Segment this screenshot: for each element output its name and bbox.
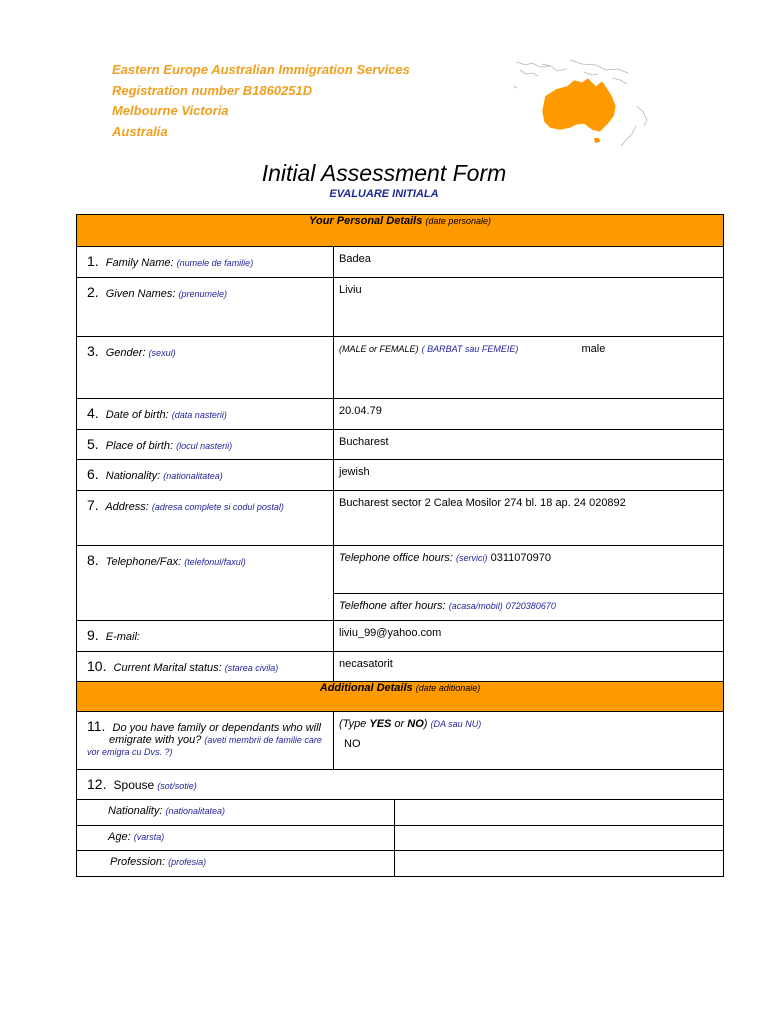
field-number: 11.	[87, 718, 106, 734]
row-family-dependants	[77, 712, 724, 770]
row-marital-status	[77, 652, 724, 682]
telephone-after-label-ro: (acasa/mobil)	[448, 601, 503, 611]
field-label-ro: (adresa complete si codul postal)	[151, 502, 284, 512]
section-subtitle: (date aditionale)	[415, 683, 481, 693]
marital-status-field[interactable]: necasatorit	[334, 652, 724, 682]
field-label: Given Names:	[105, 288, 176, 300]
org-city: Melbourne Victoria	[112, 103, 229, 118]
given-names-field[interactable]: Liviu	[334, 278, 724, 337]
row-place-of-birth	[77, 430, 724, 460]
telephone-office-value: 0311070970	[490, 552, 551, 564]
family-dependants-field[interactable]	[334, 712, 724, 770]
gender-hint-ro: ( BARBAT sau FEMEIE)	[421, 344, 519, 354]
field-number: 1.	[87, 253, 99, 269]
yes-no-hint-ro: (DA sau NU)	[430, 719, 482, 729]
hint-text: or	[391, 718, 408, 730]
field-number: 10.	[87, 658, 107, 674]
family-name-field[interactable]: Badea	[334, 247, 724, 278]
gender-value: male	[581, 343, 606, 355]
date-of-birth-field[interactable]: 20.04.79	[334, 399, 724, 430]
row-telephone-office	[77, 546, 724, 594]
field-label: Address:	[105, 501, 149, 513]
row-date-of-birth	[77, 399, 724, 430]
telephone-after-field[interactable]	[334, 594, 724, 621]
section-header-personal	[77, 215, 724, 247]
field-number: 2.	[87, 284, 99, 300]
field-label: Date of birth:	[105, 409, 169, 421]
yes-no-hint	[339, 718, 717, 730]
section-title: Additional Details	[319, 682, 413, 694]
spouse-nationality-field[interactable]	[395, 800, 724, 826]
field-label-ro: (nationalitatea)	[165, 806, 226, 816]
field-label-ro: (telefonul/faxul)	[184, 557, 246, 567]
field-label-cont: emigrate with you?	[109, 734, 202, 746]
field-label-ro: (prenumele)	[178, 289, 228, 299]
gender-hint: (MALE or FEMALE)	[339, 344, 419, 354]
field-label: E-mail:	[105, 631, 140, 643]
telephone-office-label-ro: (servici)	[456, 553, 488, 563]
address-field[interactable]: Bucharest sector 2 Calea Mosilor 274 bl. 18 ap. 24 020892	[334, 491, 724, 546]
row-email	[77, 621, 724, 652]
field-label: Nationality:	[108, 805, 163, 817]
field-label-ro: (varsta)	[133, 832, 165, 842]
australia-map-image	[512, 56, 655, 152]
telephone-after-label: Telefhone after hours:	[339, 600, 446, 612]
spouse-profession-field[interactable]	[395, 851, 724, 877]
telephone-after-value: 0720380670	[505, 601, 556, 611]
field-label: Nationality:	[105, 470, 161, 482]
org-country: Australia	[112, 123, 168, 139]
field-label: Current Marital status:	[113, 662, 222, 674]
row-address	[77, 491, 724, 546]
field-label-ro: (aveti membrii de familie care vor emigra cu Dvs. ?)	[87, 735, 322, 757]
assessment-form-table	[76, 214, 724, 877]
row-family-name	[77, 247, 724, 278]
field-label: Age:	[108, 831, 131, 843]
hint-yes: YES	[369, 718, 392, 730]
field-number: 8.	[87, 552, 99, 568]
field-label: Profession:	[110, 856, 166, 868]
row-spouse-age	[77, 826, 724, 851]
field-label-ro: (data nasterii)	[171, 410, 227, 420]
field-label-ro: (locul nasterii)	[176, 441, 233, 451]
telephone-office-field[interactable]	[334, 546, 724, 594]
hint-text: )	[423, 718, 428, 730]
email-field[interactable]: liviu_99@yahoo.com	[334, 621, 724, 652]
field-number: 4.	[87, 405, 99, 421]
row-given-names	[77, 278, 724, 337]
field-label: Family Name:	[105, 257, 174, 269]
section-title: Your Personal Details	[309, 215, 423, 227]
org-name: Eastern Europe Australian Immigration Services	[112, 62, 410, 77]
row-gender	[77, 337, 724, 399]
row-spouse-profession	[77, 851, 724, 877]
field-label-ro: (sexul)	[148, 348, 176, 358]
field-number: 7.	[87, 497, 99, 513]
form-subtitle: EVALUARE INITIALA	[329, 188, 439, 200]
org-registration: Registration number B1860251D	[112, 82, 313, 98]
form-title: Initial Assessment Form	[261, 160, 507, 186]
telephone-office-label: Telephone office hours:	[339, 552, 453, 564]
field-label-ro: (sot/sotie)	[157, 781, 197, 791]
field-number: 9.	[87, 627, 99, 643]
hint-text: (Type	[339, 718, 370, 730]
row-spouse-nationality	[77, 800, 724, 826]
field-label: Place of birth:	[105, 440, 174, 452]
row-spouse	[77, 770, 724, 800]
section-subtitle: (date personale)	[425, 216, 491, 226]
field-number: 12.	[87, 776, 107, 792]
field-label: Telephone/Fax:	[105, 556, 182, 568]
field-number: 5.	[87, 436, 99, 452]
family-dependants-value: NO	[344, 738, 361, 750]
field-label: Gender:	[105, 347, 146, 359]
hint-no: NO	[407, 718, 424, 730]
field-number: 6.	[87, 466, 99, 482]
field-number: 3.	[87, 343, 99, 359]
place-of-birth-field[interactable]: Bucharest	[334, 430, 724, 460]
field-label-ro: (starea civila)	[224, 663, 279, 673]
field-label: Spouse	[113, 778, 155, 792]
field-label-ro: (profesia)	[168, 857, 207, 867]
section-header-additional	[77, 682, 724, 712]
field-label-ro: (nationalitatea)	[163, 471, 223, 481]
nationality-field[interactable]: jewish	[334, 460, 724, 491]
field-label-ro: (numele de familie)	[176, 258, 254, 268]
row-nationality	[77, 460, 724, 491]
spouse-age-field[interactable]	[395, 826, 724, 851]
gender-field[interactable]	[334, 337, 724, 399]
organization-header	[112, 60, 410, 142]
field-label: Do you have family or dependants who will	[112, 722, 322, 734]
